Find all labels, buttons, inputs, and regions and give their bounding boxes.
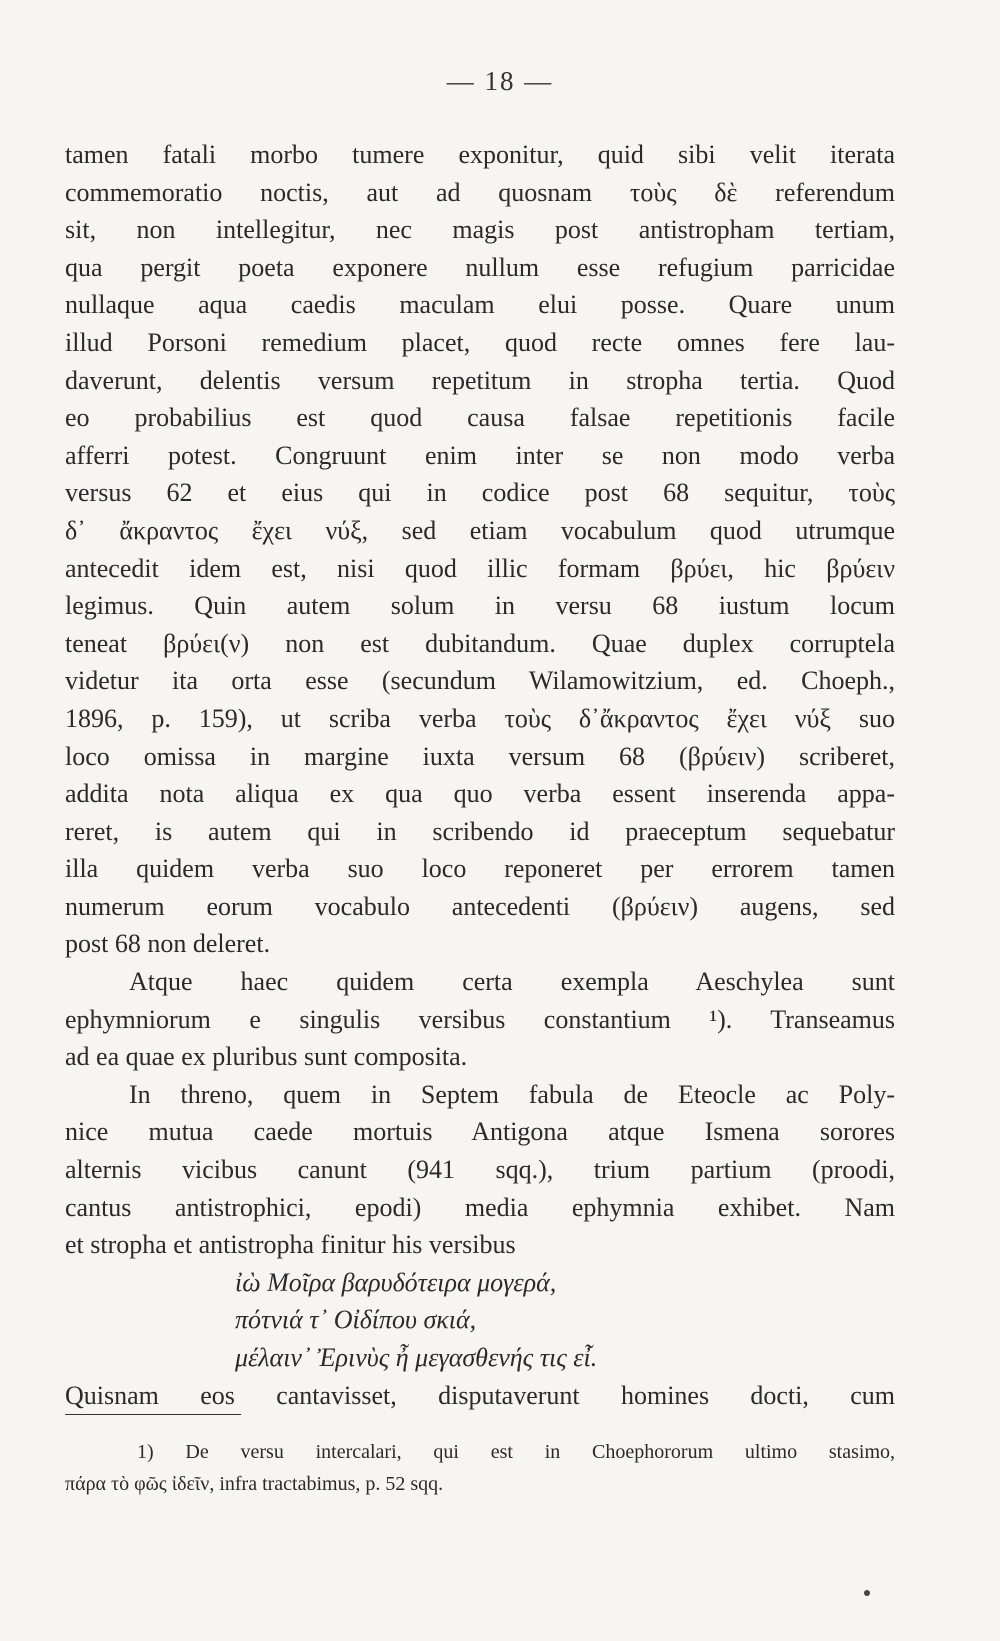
text-line: Atque haec quidem certa exempla Aeschylea sunt bbox=[129, 967, 895, 997]
text-line: afferri potest. Congruunt enim inter se non modo verba bbox=[65, 440, 895, 470]
text-line: addita nota aliqua ex qua quo verba essent inserenda appa- bbox=[65, 779, 895, 809]
ink-speck bbox=[864, 1590, 870, 1596]
text-line: qua pergit poeta exponere nullum esse refugium parricidae bbox=[65, 252, 895, 282]
verse-line: ἰὼ Μοῖρα βαρυδότειρα μογερά, bbox=[235, 1267, 557, 1297]
text-line: illud Porsoni remedium placet, quod recte omnes fere lau- bbox=[65, 327, 895, 357]
text-line: commemoratio noctis, aut ad quosnam τοὺς δὲ referendum bbox=[65, 177, 895, 207]
text-line: numerum eorum vocabulo antecedenti (βρύειν) augens, sed bbox=[65, 891, 895, 921]
text-line: nice mutua caede mortuis Antigona atque Ismena sorores bbox=[65, 1117, 895, 1147]
text-line: nullaque aqua caedis maculam elui posse. Quare unum bbox=[65, 290, 895, 320]
text-line: Quisnam eos cantavisset, disputaverunt homines docti, cum bbox=[65, 1380, 895, 1410]
verse-line: μέλαιν᾽ Ἐρινὺς ἦ μεγασθενής τις εἶ. bbox=[235, 1343, 598, 1372]
text-line: loco omissa in margine iuxta versum 68 (βρύειν) scriberet, bbox=[65, 741, 895, 771]
text-line: In threno, quem in Septem fabula de Eteocle ac Poly- bbox=[129, 1079, 895, 1109]
text-line: reret, is autem qui in scribendo id praeceptum sequebatur bbox=[65, 816, 895, 846]
body-text bbox=[65, 136, 895, 1414]
text-line: teneat βρύει(ν) non est dubitandum. Quae duplex corruptela bbox=[65, 628, 895, 658]
text-line: eo probabilius est quod causa falsae repetitionis facile bbox=[65, 403, 895, 433]
text-line: post 68 non deleret. bbox=[65, 929, 271, 959]
text-line: illa quidem verba suo loco reponeret per errorem tamen bbox=[65, 854, 895, 884]
verse-line: πότνιά τ᾽ Οἰδίπου σκιά, bbox=[235, 1305, 477, 1335]
text-line: versus 62 et eius qui in codice post 68 sequitur, τοὺς bbox=[65, 478, 895, 508]
text-line: ephymniorum e singulis versibus constantium ¹). Transeamus bbox=[65, 1004, 895, 1034]
text-line: tamen fatali morbo tumere exponitur, quid sibi velit iterata bbox=[65, 140, 895, 169]
text-line: legimus. Quin autem solum in versu 68 iustum locum bbox=[65, 591, 895, 621]
text-line: daverunt, delentis versum repetitum in stropha tertia. Quod bbox=[65, 365, 895, 395]
text-line: videtur ita orta esse (secundum Wilamowitzium, ed. Choeph., bbox=[65, 666, 895, 696]
text-line: et stropha et antistropha finitur his versibus bbox=[65, 1230, 516, 1260]
footnote bbox=[65, 1436, 895, 1500]
text-line: δ᾽ ἄκραντος ἔχει νύξ, sed etiam vocabulum quod utrumque bbox=[65, 515, 895, 545]
text-line: alternis vicibus canunt (941 sqq.), trium partium (proodi, bbox=[65, 1155, 895, 1185]
text-line: 1896, p. 159), ut scriba verba τοὺς δ᾽ἄκραντος ἔχει νύξ suo bbox=[65, 703, 895, 733]
footnote-rule bbox=[65, 1414, 241, 1415]
text-line: sit, non intellegitur, nec magis post antistropham tertiam, bbox=[65, 215, 895, 245]
text-line: antecedit idem est, nisi quod illic formam βρύει, hic βρύειν bbox=[65, 553, 895, 583]
text-line: cantus antistrophici, epodi) media ephymnia exhibet. Nam bbox=[65, 1192, 895, 1222]
page-number: — 18 — bbox=[446, 66, 554, 96]
text-line: ad ea quae ex pluribus sunt composita. bbox=[65, 1042, 468, 1072]
footnote-line: 1) De versu intercalari, qui est in Choephororum ultimo stasimo, bbox=[137, 1441, 895, 1463]
footnote-line: πάρα τὸ φῶς ἰδεῖν, infra tractabimus, p. 52 sqq. bbox=[65, 1473, 444, 1495]
